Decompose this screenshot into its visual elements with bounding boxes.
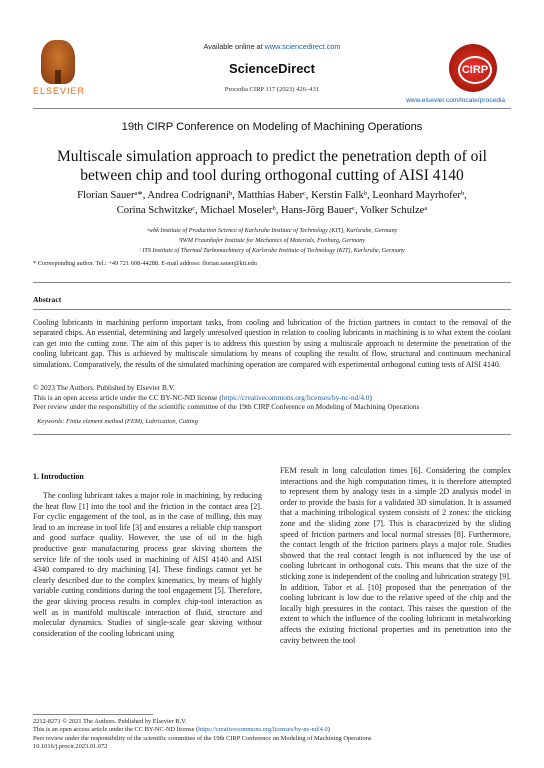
publisher-wordmark: ELSEVIER [33,86,86,96]
license-suffix: ) [369,392,372,402]
paper-title: Multiscale simulation approach to predict the penetration depth of oil between chip and tool during orthogonal cutting of AISI 4140 [56,148,487,184]
footer-license-link[interactable]: https://creativecommons.org/licenses/by-nc-nd/4.0 [198,726,328,734]
affiliation-b: ᵇIWM Fraunhofer Institute for Mechanics of Materials, Freiburg, Germany [178,237,366,244]
affiliation-a: ᵃwbk Institute of Production Science of Karlsruhe Institute of Technology (KIT), Karlsruhe, Germany [146,227,398,234]
conference-name: 19th CIRP Conference on Modeling of Machining Operations [121,121,423,133]
footer-issn: 2212-8271 © 2021 The Authors. Published by Elsevier B.V. [33,718,187,725]
footer-doi[interactable]: 10.1016/j.procir.2023.01.072 [33,743,108,751]
journal-citation: Procedia CIRP 117 (2023) 426–431 [224,86,320,93]
copyright-block [33,383,511,412]
brand-title: ScienceDirect [229,61,315,76]
section-heading: 1. Introduction [33,472,84,481]
footer-license-suffix: ) [327,726,330,734]
affiliation-c: ᶜ ITS Institute of Thermal Turbomachinery of Karlsruhe Institute of Technology (KIT), Karlsruhe, Germany [139,247,405,254]
authors-line-2: Corina Schwitzkeᶜ, Michael Moselerᵇ, Hans-Jörg Bauerᶜ, Volker Schulzeᵃ [116,205,428,216]
footer-license [33,726,511,734]
right-column-text: FEM result in long calculation times [6]. Considering the complex interactions and the high computation times, it is therefore attempted to represent them by analogy tests in a simple 2D analysis model in order to provide the basis for a validated 3D simulation. It is assumed that a machining tribological system consists of 2 zones: the sticking zone and the sliding zone [7]. This is characterized by the sliding speed of friction partners and local normal stresses [8]. Furthermore, the contact length of the friction partners plays a major role. Studies showed that the real contact length is not influenced by the use of cooling lubricant in orthogonal cuts. This means that the size of the sticking zone is independent of the cooling and lubrication strategy [9]. In addition, Tabor et al. [10] proposed that the penetration of the cooling lubricant is low due to the relative speed of the chip and the locally high pressures in the contact. This raises the question of the extent to which the influence of the cooling lubricant in metalworking affects the existing frictional properties and its penetration into the cavity between the tool [280,466,511,645]
footer-peer-review: Peer review under the responsibility of the scientific committee of the 19th CIRP Conference on Modeling of Machining Operations [33,734,372,742]
keywords: Keywords: Finite element method (FEM), Lubrication, Cutting [37,418,198,425]
copyright-line: © 2023 The Authors. Published by Elsevier B.V. [33,383,175,392]
corresponding-author: * Corresponding author. Tel.: +49 721 608-44288. E-mail address: florian.sauer@kit.edu [33,260,257,267]
license-prefix: This is an open access article under the CC BY-NC-ND license ( [33,392,222,402]
author-list [30,188,514,218]
left-column-text: The cooling lubricant takes a major role in machining, by reducing the heat flow [1] into the tool and the friction in the contact area [2]. For cyclic engagement of the tool, as in the case of milling, this may lead to an increase in tool life [3] and ensures a reliable chip transport and good surface quality. However, the use of oil in the high productive gear manufacturing process gear skiving shortens the service life of the tools used in machining of AISI 4140 and AISI 4340 compared to dry machining [4]. These findings cannot yet be clearly described due to the complex kinematics, by means of highly variable cutting conditions during the tool engagement [5]. Therefore, the gear skiving process results in complex chip-tool interaction as well as in manifold multiscale interaction of fluid, structure and molecular dynamics. Studies of single-scale gear skiving without consideration of the cooling lubricant using [33,491,262,638]
abstract-heading: Abstract [33,295,62,304]
footer-rule [33,714,153,715]
license-link[interactable]: https://creativecommons.org/licenses/by-nc-nd/4.0 [221,392,370,402]
header-rule [33,108,511,109]
abstract-top-rule [33,282,511,283]
sciencedirect-link[interactable]: www.sciencedirect.com [264,42,341,51]
footer [33,718,511,752]
footer-license-prefix: This is an open access article under the CC BY-NC-ND license ( [33,726,199,734]
abstract-bottom-rule [33,434,511,435]
available-prefix: Available online at [203,42,265,51]
license-line [33,393,511,403]
abstract-heading-rule [33,309,511,310]
cirp-logo-text: CIRP [458,56,492,84]
affiliations [40,226,504,256]
journal-homepage-link[interactable]: www.elsevier.com/locate/procedia [406,97,505,104]
authors-line-1: Florian Sauerᵃ*, Andrea Codrignaniᵇ, Matthias Haberᶜ, Kerstin Falkᵇ, Leonhard Mayrhoferᵇ, [77,190,467,201]
peer-review-line: Peer review under the responsibility of the scientific committee of the 19th CIRP Conference on Modeling of Machining Operations [33,402,420,412]
abstract-text: Cooling lubricants in machining perform important tasks, from cooling and lubrication of the friction partners in contact to the removal of the separated chips. An essential, determining and largely unresolved question in relation to cooling lubricants in machining is to what extent the coolant can get into the cutting zone. The aim of this paper is to address this question by using a multiscale approach to determine the penetration of the cooling lubricant gap. This is achieved by multiscale simulations by means of coupling the results of flow, structural and continuum mechanical simulations. Comparatively, the results of the simulated machining operation are compared with experimental orthogonal cutting tests of AISI 4140. [33,318,511,369]
cirp-logo [449,44,497,92]
